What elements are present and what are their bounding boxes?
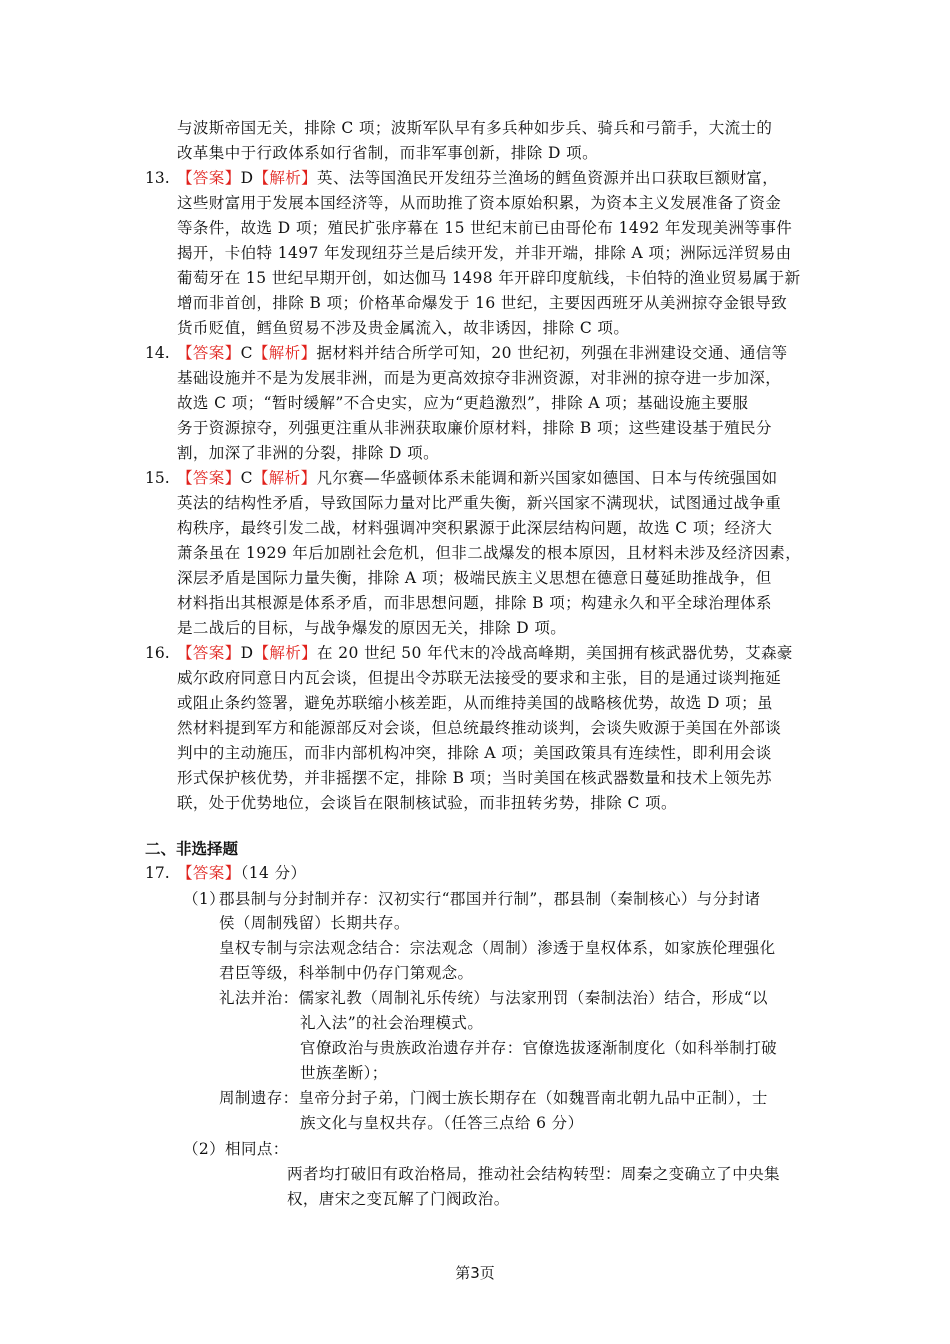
analysis-text: 据材料并结合所学可知，20 世纪初，列强在非洲建设交通、通信等 <box>316 344 788 362</box>
text-line: 威尔政府同意日内瓦会谈，但提出令苏联无法接受的要求和主张，目的是通过谈判拖延 <box>177 669 782 687</box>
question-number: 13. <box>145 169 170 187</box>
question-17-header <box>177 861 306 885</box>
question-14-first-line <box>177 341 788 365</box>
text-line: 族文化与皇权共存。（任答三点给 6 分） <box>300 1114 584 1132</box>
answer-tag: 【答案】 <box>177 469 241 487</box>
text-line: 然材料提到军方和能源部反对会谈，但总统最终推动谈判，会谈失败源于美国在外部谈 <box>177 719 782 737</box>
question-number: 17. <box>145 864 170 882</box>
analysis-tag: 【解析】 <box>252 344 317 362</box>
text-line: 英法的结构性矛盾，导致国际力量对比严重失衡，新兴国家不满现状，试图通过战争重 <box>177 494 782 512</box>
text-line: 材料指出其根源是体系矛盾，而非思想问题，排除 B 项；构建永久和平全球治理体系 <box>177 594 772 612</box>
answer-tag: 【答案】 <box>177 644 241 662</box>
answer-tag: 【答案】 <box>177 344 241 362</box>
analysis-tag: 【解析】 <box>253 169 318 187</box>
text-line: 葡萄牙在 15 世纪早期开创，如达伽马 1498 年开辟印度航线，卡伯特的渔业贸易属于新 <box>177 269 801 287</box>
text-line: 割，加深了非洲的分裂，排除 D 项。 <box>177 444 439 462</box>
text-line: 官僚政治与贵族政治遗存并存：官僚选拔逐渐制度化（如科举制打破 <box>300 1039 778 1057</box>
text-line: 货币贬值，鳕鱼贸易不涉及贵金属流入，故非诱因，排除 C 项。 <box>177 319 630 337</box>
text-line: 礼法并治：儒家礼教（周制礼乐传统）与法家刑罚（秦制法治）结合，形成“以 <box>219 989 768 1007</box>
text-line: 揭开，卡伯特 1497 年发现纽芬兰是后续开发，并非开端，排除 A 项；洲际远洋贸易由 <box>177 244 792 262</box>
text-line: 侯（周制残留）长期共存。 <box>219 914 410 932</box>
text-line: 世族垄断）； <box>300 1064 388 1082</box>
text-line: 君臣等级，科举制中仍存门第观念。 <box>219 964 474 982</box>
question-15-first-line <box>177 466 778 490</box>
text-line: 或阻止条约签署，避免苏联缩小核差距，从而维持美国的战略核优势，故选 D 项；虽 <box>177 694 773 712</box>
text-line: 皇权专制与宗法观念结合：宗法观念（周制）渗透于皇权体系，如家族伦理强化 <box>219 939 776 957</box>
text-line: 形式保护核优势，并非摇摆不定，排除 B 项；当时美国在核武器数量和技术上领先苏 <box>177 769 772 787</box>
text-line: 联，处于优势地位，会谈旨在限制核试验，而非扭转劣势，排除 C 项。 <box>177 794 677 812</box>
text-line: 与波斯帝国无关，排除 C 项；波斯军队早有多兵种如步兵、骑兵和弓箭手，大流士的 <box>177 119 773 137</box>
text-line: 礼入法”的社会治理模式。 <box>300 1014 484 1032</box>
analysis-text: 凡尔赛—华盛顿体系未能调和新兴国家如德国、日本与传统强国如 <box>316 469 778 487</box>
text-line: 务于资源掠夺，列强更注重从非洲获取廉价原材料，排除 B 项；这些建设基于殖民分 <box>177 419 772 437</box>
answer-letter: D <box>240 169 254 187</box>
text-line: 郡县制与分封制并存：汉初实行“郡国并行制”，郡县制（秦制核心）与分封诸 <box>219 890 761 908</box>
answer-tag: 【答案】 <box>177 864 241 882</box>
analysis-tag: 【解析】 <box>253 644 318 662</box>
text-line: 构秩序，最终引发二战，材料强调冲突积累源于此深层结构问题，故选 C 项；经济大 <box>177 519 773 537</box>
question-16-first-line <box>177 641 793 665</box>
analysis-text: 英、法等国渔民开发纽芬兰渔场的鳕鱼资源并出口获取巨额财富， <box>317 169 779 187</box>
text-line: 判中的主动施压，而非内部机构冲突，排除 A 项；美国政策具有连续性，即利用会谈 <box>177 744 772 762</box>
text-line: 是二战后的目标，与战争爆发的原因无关，排除 D 项。 <box>177 619 567 637</box>
text-line: 深层矛盾是国际力量失衡，排除 A 项；极端民族主义思想在德意日蔓延助推战争，但 <box>177 569 772 587</box>
text-line: 基础设施并不是为发展非洲，而是为更高效掠夺非洲资源，对非洲的掠夺进一步加深， <box>177 369 782 387</box>
answer-tag: 【答案】 <box>177 169 241 187</box>
section-heading: 二、非选择题 <box>145 840 239 858</box>
question-number: 14. <box>145 344 170 362</box>
answer-letter: D <box>240 644 254 662</box>
text-line: 增而非首创，排除 B 项；价格革命爆发于 16 世纪，主要因西班牙从美洲掠夺金银导致 <box>177 294 788 312</box>
answer-letter: C <box>240 344 253 362</box>
question-13-first-line <box>177 166 778 190</box>
text-line: 萧条虽在 1929 年后加剧社会危机，但非二战爆发的根本原因，且材料未涉及经济因素， <box>177 544 802 562</box>
analysis-text: 在 20 世纪 50 年代末的冷战高峰期，美国拥有核武器优势，艾森豪 <box>317 644 793 662</box>
text-line: 周制遗存：皇帝分封子弟，门阀士族长期存在（如魏晋南北朝九品中正制），士 <box>219 1089 768 1107</box>
question-number: 15. <box>145 469 170 487</box>
text-line: 故选 C 项；“暂时缓解”不合史实，应为“更趋激烈”，排除 A 项；基础设施主要服 <box>177 394 749 412</box>
part-label: （1） <box>183 890 226 908</box>
text-line: 改革集中于行政体系如行省制，而非军事创新，排除 D 项。 <box>177 144 598 162</box>
answer-letter: C <box>240 469 253 487</box>
text-line: 两者均打破旧有政治格局，推动社会结构转型：周秦之变确立了中央集 <box>287 1165 780 1183</box>
text-line: 权，唐宋之变瓦解了门阀政治。 <box>287 1190 510 1208</box>
part-label: （2）相同点： <box>183 1140 289 1158</box>
analysis-tag: 【解析】 <box>252 469 317 487</box>
question-number: 16. <box>145 644 170 662</box>
score: （14 分） <box>240 864 307 882</box>
page-number: 第3页 <box>455 1264 495 1282</box>
text-line: 这些财富用于发展本国经济等，从而助推了资本原始积累，为资本主义发展准备了资金 <box>177 194 782 212</box>
text-line: 等条件，故选 D 项；殖民扩张序幕在 15 世纪末前已由哥伦布 1492 年发现美洲等事件 <box>177 219 793 237</box>
